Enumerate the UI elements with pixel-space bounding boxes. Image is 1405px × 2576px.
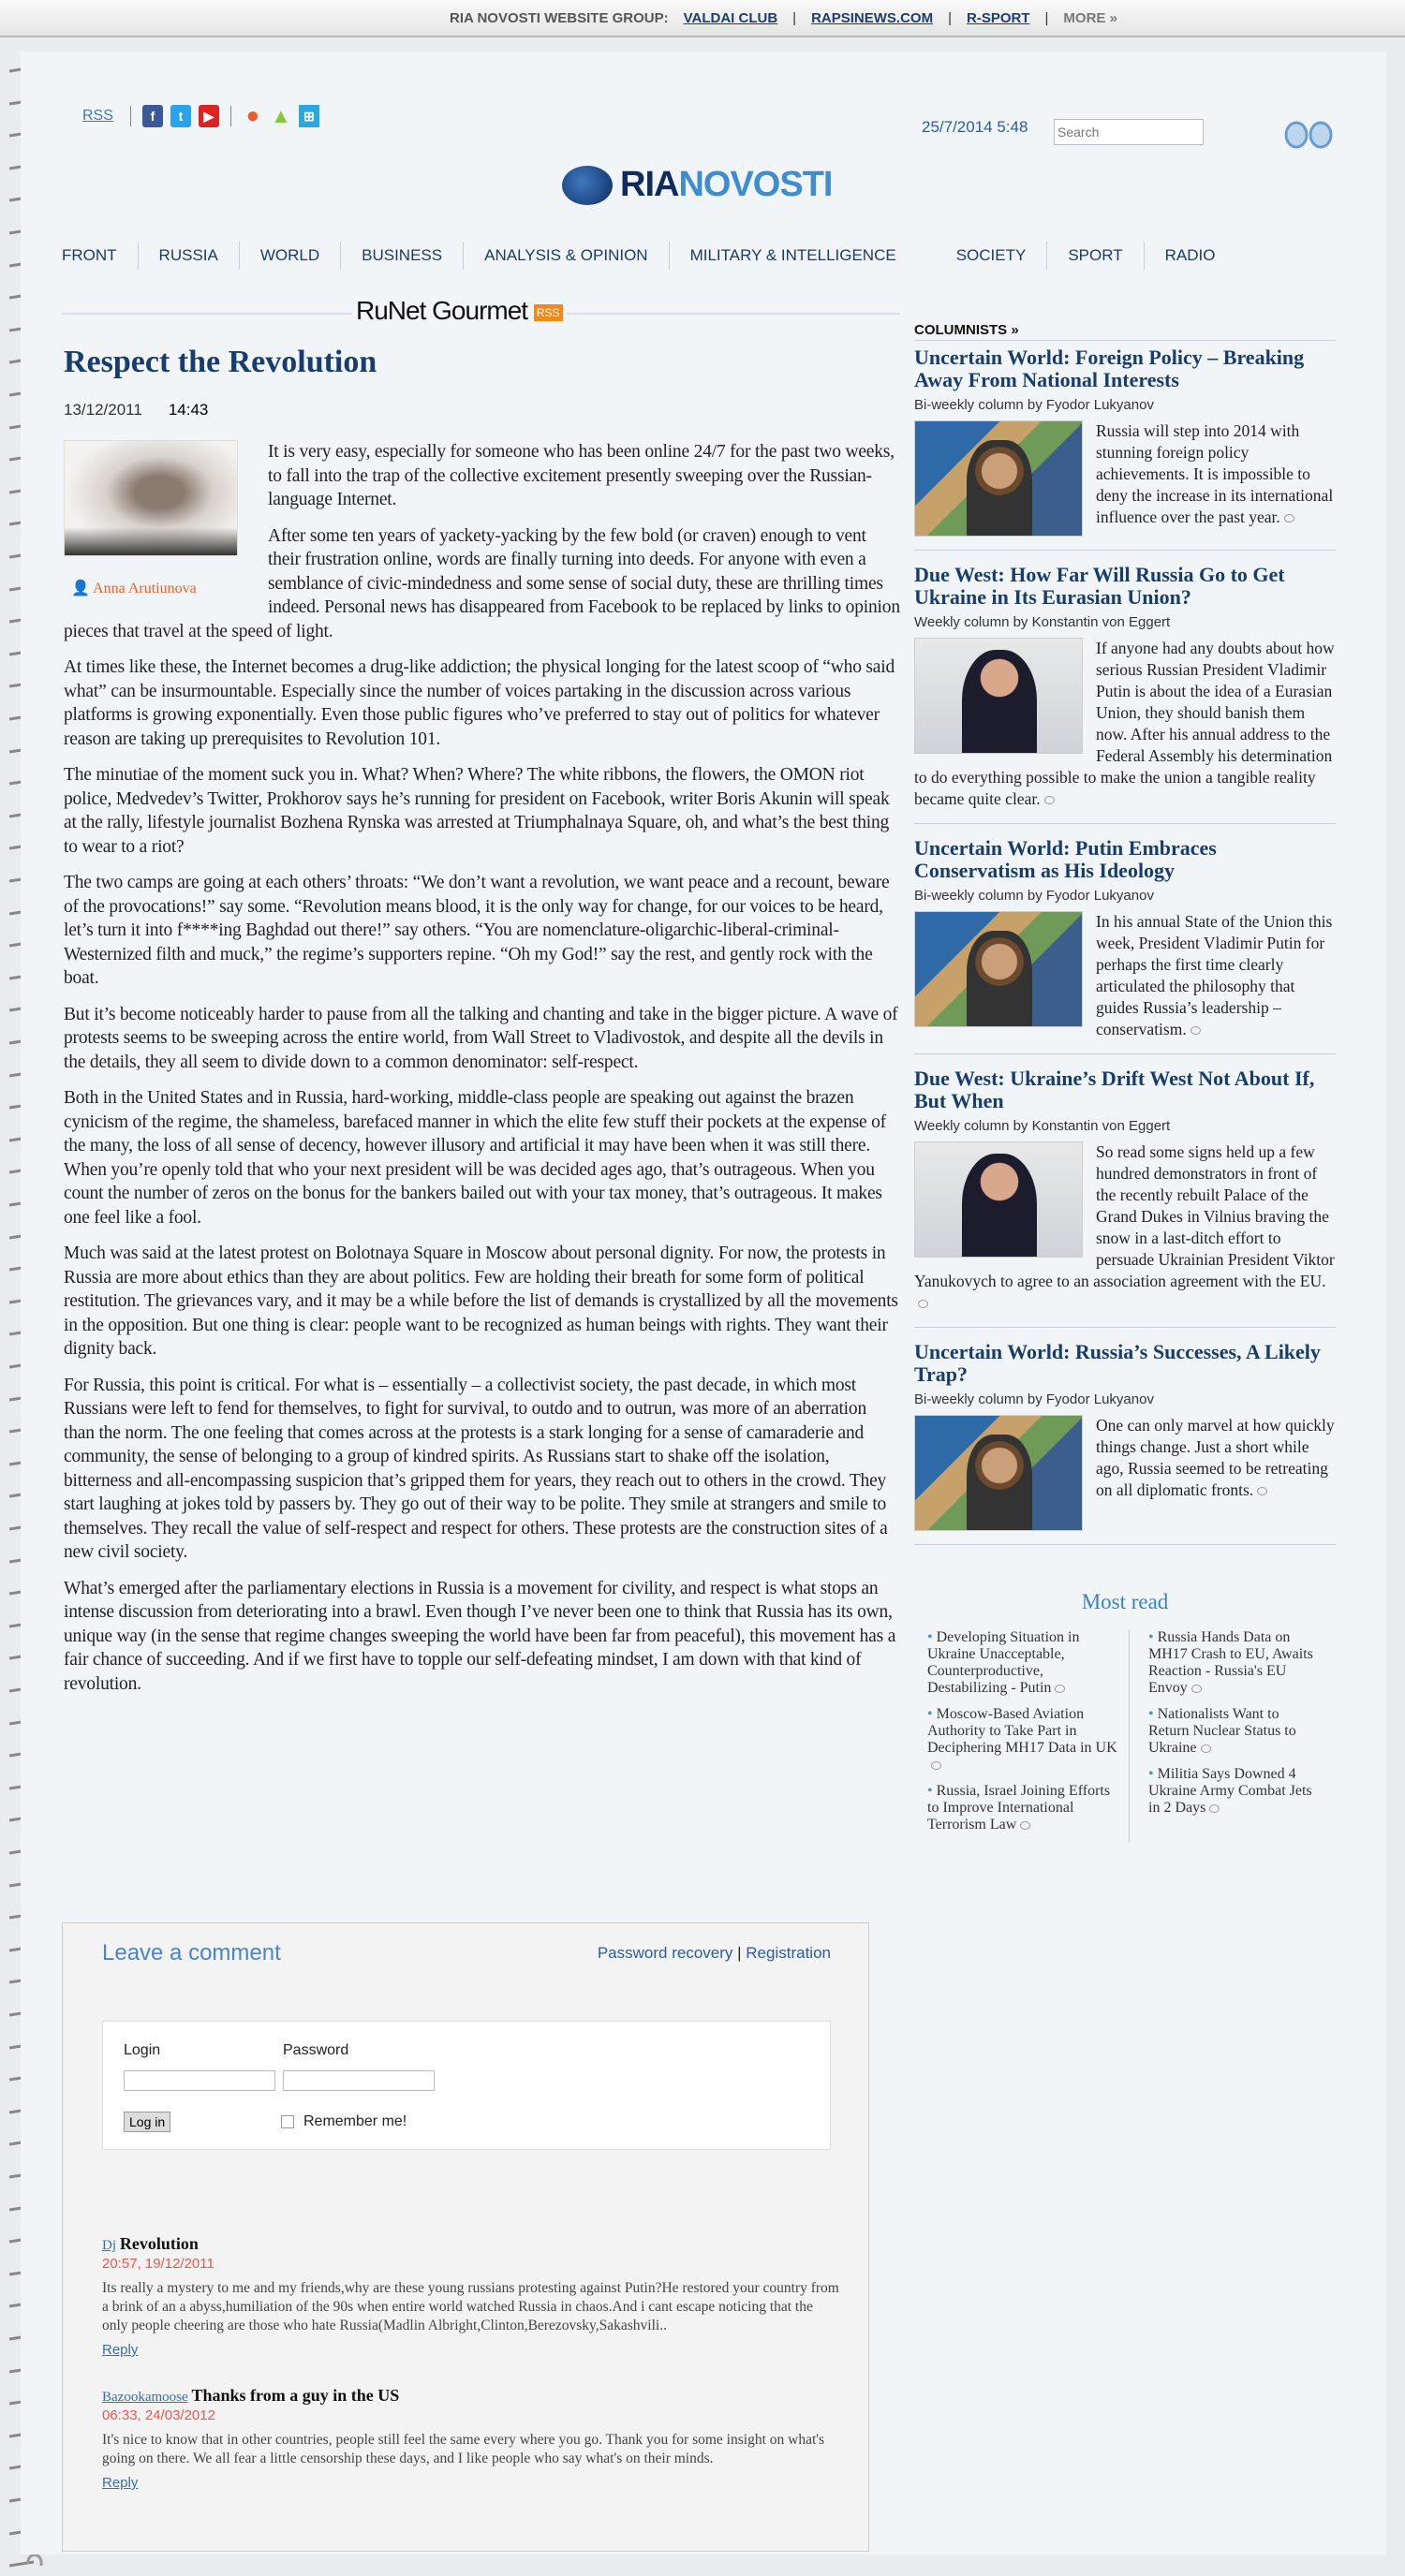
social-bar xyxy=(82,105,319,127)
valdai-club-link[interactable]: VALDAI CLUB xyxy=(683,9,778,26)
comment-title: Revolution xyxy=(119,2234,199,2253)
comment-bubble-icon[interactable] xyxy=(1284,514,1294,523)
column-summary: One can only marvel at how quickly things change. Just a short while ago, Russia seemed to be retreating on all diplomatic fronts. xyxy=(1096,1416,1335,1499)
divider: | xyxy=(1044,9,1049,26)
nav-world[interactable]: WORLD xyxy=(239,242,340,270)
columnist-photo[interactable] xyxy=(914,1141,1083,1258)
windows-icon[interactable]: ⊞ xyxy=(299,105,319,127)
column-title-link[interactable]: Due West: Ukraine’s Drift West Not About If, But When xyxy=(914,1067,1315,1112)
section-rss-button[interactable]: RSS xyxy=(534,304,563,321)
column-title-link[interactable]: Uncertain World: Foreign Policy – Breaking Away From National Interests xyxy=(914,346,1305,391)
columnist-item xyxy=(914,346,1336,551)
comment-bubble-icon[interactable] xyxy=(918,1300,928,1308)
article-body xyxy=(64,440,900,1696)
leave-comment-heading: Leave a comment xyxy=(102,1940,281,1965)
comment-author-link[interactable]: Dj xyxy=(102,2238,116,2253)
columnist-item xyxy=(914,1067,1336,1328)
comment-text: It's nice to know that in other countries, people still feel the same every where you go. Thank you for some insight on what's going on there. We all fear a little censorship these days, and I like people who say what's on their minds. xyxy=(102,2432,825,2466)
nav-radio[interactable]: RADIO xyxy=(1144,242,1236,270)
reply-link[interactable]: Reply xyxy=(102,2342,139,2358)
article-time: 14:43 xyxy=(168,401,209,419)
sidebar xyxy=(914,322,1336,1843)
divider: | xyxy=(948,9,952,26)
remember-me-label: Remember me! xyxy=(303,2113,407,2129)
author-photo xyxy=(64,440,238,556)
article-date: 13/12/2011 xyxy=(64,401,142,419)
comment-title: Thanks from a guy in the US xyxy=(191,2386,400,2405)
article-paragraph: For Russia, this point is critical. For what is – essentially – a collectivist society, the past decade, in which most Russians were left to fend for themselves, to fight for survival, to outdo and to outrun, was more of an aberration than the norm. The one feeling that comes across at the protests is a stark longing for a sense of camaraderie and community, the sense of belonging to a group of kindred spirits. As Russians start to shake off the isolation, bitterness and all-encompassing suspicion that’s gripped them for years, they reach out to others in the crowd. They start laughing at jokes told by passers by. They go out of their way to be polite. They smile at strangers and smile to themselves. They recall the value of self-respect and respect for others. These protests are the construction sites of a new civil society. xyxy=(64,1375,888,1562)
login-button[interactable]: Log in xyxy=(124,2112,170,2132)
login-input[interactable] xyxy=(124,2070,275,2091)
columnist-photo[interactable] xyxy=(914,638,1083,754)
most-read-heading: Most read xyxy=(1081,1590,1169,1613)
column-summary: In his annual State of the Union this week, President Vladimir Putin for perhaps the first time clearly articulated the philosophy that guides Russia’s leadership – conservatism. xyxy=(1096,912,1333,1038)
column-summary: Russia will step into 2014 with stunning foreign policy achievements. It is impossible to deny the increase in its international influence over the past year. xyxy=(1096,421,1334,526)
r-sport-link[interactable]: R-SPORT xyxy=(967,9,1030,26)
password-recovery-link[interactable]: Password recovery xyxy=(597,1944,733,1962)
column-title-link[interactable]: Due West: How Far Will Russia Go to Get Ukraine in Its Eurasian Union? xyxy=(914,563,1285,609)
twitter-icon[interactable]: t xyxy=(170,105,191,127)
comment-time: 06:33, 24/03/2012 xyxy=(102,2407,215,2423)
article-paragraph: Much was said at the latest protest on Bolotnaya Square in Moscow about personal dignity. For now, the protests in Russia are more about ethics than they are about politics. Few are holding their breath for some form of political restitution. The grievances vary, and it may be a while before the list of demands is crystallized by all the movements in the opposition. But one thing is clear: people want to be recognized as human beings with rights. They want their dignity back. xyxy=(64,1244,898,1359)
column-title-link[interactable]: Uncertain World: Russia’s Successes, A Likely Trap? xyxy=(914,1340,1321,1386)
comment-bubble-icon[interactable] xyxy=(1191,1685,1202,1693)
most-read-item[interactable] xyxy=(1148,1766,1321,1817)
article-paragraph: It is very easy, especially for someone who has been online 24/7 for the past two weeks, to fall into the trap of the collective excitement presently sweeping over the Russian-language Internet. xyxy=(268,442,895,509)
login-form xyxy=(102,2021,831,2150)
columnist-item xyxy=(914,1341,1336,1545)
comment-bubble-icon[interactable] xyxy=(1020,1821,1030,1830)
comment-text: Its really a mystery to me and my friends,why are these young russians protesting against Putin?He restored your country from a brink of an a abyss,humiliation of the 90s when entire world watched Russia in chaos.And i cant escape noticing that the only people cheering are those who hate Russia(Madlin Albright,Clinton,Berezovsky,Sakashvili.. xyxy=(102,2280,839,2333)
article-meta xyxy=(64,401,900,420)
most-read-item[interactable] xyxy=(927,1629,1119,1697)
article xyxy=(64,345,900,1708)
nav-front[interactable]: FRONT xyxy=(62,246,117,264)
binoculars-search-icon[interactable] xyxy=(1281,118,1338,150)
columnist-photo[interactable] xyxy=(914,420,1083,537)
most-read-link[interactable]: Russia Hands Data on MH17 Crash to EU, Awaits Reaction - Russia's EU Envoy xyxy=(1148,1629,1313,1696)
comment-time: 20:57, 19/12/2011 xyxy=(102,2256,214,2272)
rss-link[interactable]: RSS xyxy=(82,108,113,124)
more-label: MORE xyxy=(1063,9,1106,26)
search-input[interactable] xyxy=(1054,119,1204,145)
column-summary: So read some signs held up a few hundred demonstrators in front of the recently rebuilt Palace of the Grand Dukes in Vilnius braving the snow in a last-ditch effort to persuade Ukrainian President Viktor Yanukovych to agree to an association agreement with the EU. xyxy=(914,1142,1335,1290)
logo-text-ria: RIA xyxy=(620,165,679,204)
most-read-link[interactable]: Nationalists Want to Return Nuclear Status to Ukraine xyxy=(1148,1706,1296,1756)
facebook-icon[interactable]: f xyxy=(142,105,163,127)
comment-bubble-icon[interactable] xyxy=(1044,796,1055,804)
reply-link[interactable]: Reply xyxy=(102,2475,139,2491)
main-nav xyxy=(62,242,1235,270)
globe-logo-icon xyxy=(562,166,613,205)
comments-section: Leave a comment Password recovery | Registration Login Password Log in Remember me! Dj Revolution 20:57, 19/12/2011 Its really a mystery to me and my friends,why are these young russians protesting against Putin?He restored your country from a brink of an a abyss,humiliation of the 90s when entire world watched Russia in chaos.And i cant escape noticing that the only people cheering are those who hate Russia(Madlin Albright,Clinton,Berezovsky,Sakashvili.. Reply Bazookamoose Thanks from a guy in the US 06:33, 24/03/2012 It's nice to know that in other countries, people still feel the same every where you go. Thank you for some insight on what's going on there. We all fear a little censorship these days, and I like people who say what's on their minds. Reply xyxy=(62,1922,869,2552)
divider xyxy=(230,106,231,126)
columnist-item xyxy=(914,564,1336,824)
comment-bubble-icon[interactable] xyxy=(931,1761,941,1770)
current-datetime: 25/7/2014 5:48 xyxy=(922,118,1028,136)
comment xyxy=(102,2234,842,2360)
column-byline: Bi-weekly column by Fyodor Lukyanov xyxy=(914,397,1154,413)
most-read-link[interactable]: Russia, Israel Joining Efforts to Improve International Terrorism Law xyxy=(927,1783,1111,1833)
most-read-item[interactable] xyxy=(927,1783,1119,1833)
article-title: Respect the Revolution xyxy=(64,345,377,379)
nav-society[interactable]: SOCIETY xyxy=(955,246,1027,264)
article-paragraph: The minutiae of the moment suck you in. What? When? Where? The white ribbons, the flowers, the OMON riot police, Medvedev’s Twitter, Prokhorov says he’s running for president on Facebook, writer Boris Akunin will speak at the rally, lifestyle journalist Bozhena Rynska was arrested at Triumphalnaya Square, oh, and what’s the best thing to wear to a riot? xyxy=(64,765,890,857)
comment-bubble-icon[interactable] xyxy=(1257,1487,1267,1495)
comment-bubble-icon[interactable] xyxy=(1201,1744,1211,1753)
columnist-photo[interactable] xyxy=(914,911,1083,1027)
nav-military-intelligence[interactable]: MILITARY & INTELLIGENCE xyxy=(669,242,917,270)
more-link[interactable] xyxy=(1063,10,1117,26)
ria-novosti-logo[interactable] xyxy=(562,165,832,205)
comment-bubble-icon[interactable] xyxy=(1209,1804,1220,1813)
youtube-icon[interactable]: ▶ xyxy=(199,105,219,127)
login-label: Login xyxy=(124,2042,161,2058)
column-byline: Bi-weekly column by Fyodor Lukyanov xyxy=(914,1391,1154,1407)
columnist-photo[interactable] xyxy=(914,1415,1083,1531)
author-block xyxy=(64,440,251,597)
most-read-link[interactable]: Moscow-Based Aviation Authority to Take Part in Deciphering MH17 Data in UK xyxy=(927,1706,1117,1756)
section-header xyxy=(62,296,900,324)
article-paragraph: But it’s become noticeably harder to pause from all the talking and chanting and take in the bigger picture. A wave of protests seems to be sweeping across the entire world, from Wall Street to Vladivostok, and despite all the devils in the details, they all seem to divide down to a common denominator: self-respect. xyxy=(64,1004,898,1072)
nav-business[interactable]: BUSINESS xyxy=(340,242,463,270)
comment-author-link[interactable]: Bazookamoose xyxy=(102,2390,188,2405)
rapsinews-link[interactable]: RAPSINEWS.COM xyxy=(811,9,934,26)
columnists-heading[interactable]: COLUMNISTS » xyxy=(914,322,1336,341)
column-byline: Bi-weekly column by Fyodor Lukyanov xyxy=(914,888,1154,904)
remember-me-checkbox[interactable] xyxy=(281,2115,294,2128)
divider: | xyxy=(792,9,797,26)
most-read-list xyxy=(914,1629,1336,1843)
column-title-link[interactable]: Uncertain World: Putin Embraces Conservatism as His Ideology xyxy=(914,836,1217,882)
section-title[interactable]: RuNet Gourmet xyxy=(356,296,528,325)
columnist-item xyxy=(914,837,1336,1054)
comment-bubble-icon[interactable] xyxy=(1191,1026,1201,1035)
website-group-label: RIA NOVOSTI WEBSITE GROUP: xyxy=(450,9,669,26)
registration-link[interactable]: Registration xyxy=(746,1944,831,1962)
divider xyxy=(130,106,131,126)
more-arrow-icon: » xyxy=(1109,9,1117,26)
password-input[interactable] xyxy=(283,2070,435,2091)
column-summary: If anyone had any doubts about how serious Russian President Vladimir Putin is about the idea of a Eurasian Union, they should banish them now. After his annual address to the Federal Assembly his determination to do everything possible to make the union a tangible reality became quite clear. xyxy=(914,639,1335,808)
most-read-item[interactable] xyxy=(927,1706,1119,1774)
comment-bubble-icon[interactable] xyxy=(1055,1685,1065,1693)
article-paragraph: Both in the United States and in Russia, hard-working, middle-class people are speaking out against the brazen cynicism of the regime, the shameless, barefaced manner in which the elite few stuff their pockets at the expense of the many, the loss of all sense of decency, however illusory and artificial it may have been when it was still there. When you’re openly told that who your next president will be was decided ages ago, that’s outrageous. When you count the number of zeros on the bonus for the bankers bailed out with your tax money, that’s outrageous. It makes one feel like a fool. xyxy=(64,1088,886,1228)
apple-icon[interactable]: ● xyxy=(245,103,260,128)
person-icon: 👤 xyxy=(71,581,90,596)
nav-analysis-opinion[interactable]: ANALYSIS & OPINION xyxy=(463,242,668,270)
column-byline: Weekly column by Konstantin von Eggert xyxy=(914,614,1171,630)
article-paragraph: The two camps are going at each others’ throats: “We don’t want a revolution, we want peace and a recount, beware of the provocations!” say some. “Revolution means blood, it is the only way for change, for our voices to be heard, let’s turn it into f****ing Baghdad out there!” say others. “You are nomenclature-oligarchic-liberal-criminal-Westernized filth and muck,” the regime’s supporters repine. “Oh my God!” say the rest, and gently rock with the boat. xyxy=(64,873,890,988)
password-label: Password xyxy=(283,2042,349,2058)
nav-sport[interactable]: SPORT xyxy=(1046,242,1143,270)
most-read-item[interactable] xyxy=(1148,1706,1321,1757)
column-byline: Weekly column by Konstantin von Eggert xyxy=(914,1118,1171,1134)
comment xyxy=(102,2386,842,2493)
most-read-link[interactable]: Militia Says Downed 4 Ukraine Army Combat Jets in 2 Days xyxy=(1148,1766,1312,1816)
most-read-link[interactable]: Developing Situation in Ukraine Unacceptable, Counterproductive, Destabilizing - Putin xyxy=(927,1629,1080,1696)
article-paragraph: After some ten years of yackety-yacking by the few bold (or craven) enough to vent their frustration online, words are finally turning into deeds. For anyone with even a semblance of civic-mindedness and some sense of social duty, these are thrilling times indeed. Personal news has disappeared from Facebook to be replaced by links to opinion pieces that travel at the speed of light. xyxy=(64,525,900,641)
article-paragraph: At times like these, the Internet becomes a drug-like addiction; the physical longing for the latest scoop of “who said what” can be insurmountable. Especially since the number of voices partaking in the discussion across various platforms is growing exponentially. Even those public figures who’ve preferred to stay out of politics for whatever reason are taking up prerequisites to Revolution 101. xyxy=(64,657,895,749)
nav-russia[interactable]: RUSSIA xyxy=(138,242,239,270)
most-read-item[interactable] xyxy=(1148,1629,1321,1697)
website-group-bar xyxy=(0,0,1405,37)
article-paragraph: What’s emerged after the parliamentary elections in Russia is a movement for civility, and respect is what stops an intense discussion from deteriorating into a brawl. Even though I’ve never been one to think that Russia has its own, unique way (in the sense that regime changes sweeping the world have been far from peaceful), this movement has a fair chance of succeeding. And if we first have to topple our self-defeating mindset, I am down with that kind of revolution. xyxy=(64,1578,896,1694)
android-icon[interactable]: ▲ xyxy=(271,104,291,127)
logo-text-novosti: NOVOSTI xyxy=(678,165,833,204)
author-link[interactable]: Anna Arutiunova xyxy=(93,581,197,596)
